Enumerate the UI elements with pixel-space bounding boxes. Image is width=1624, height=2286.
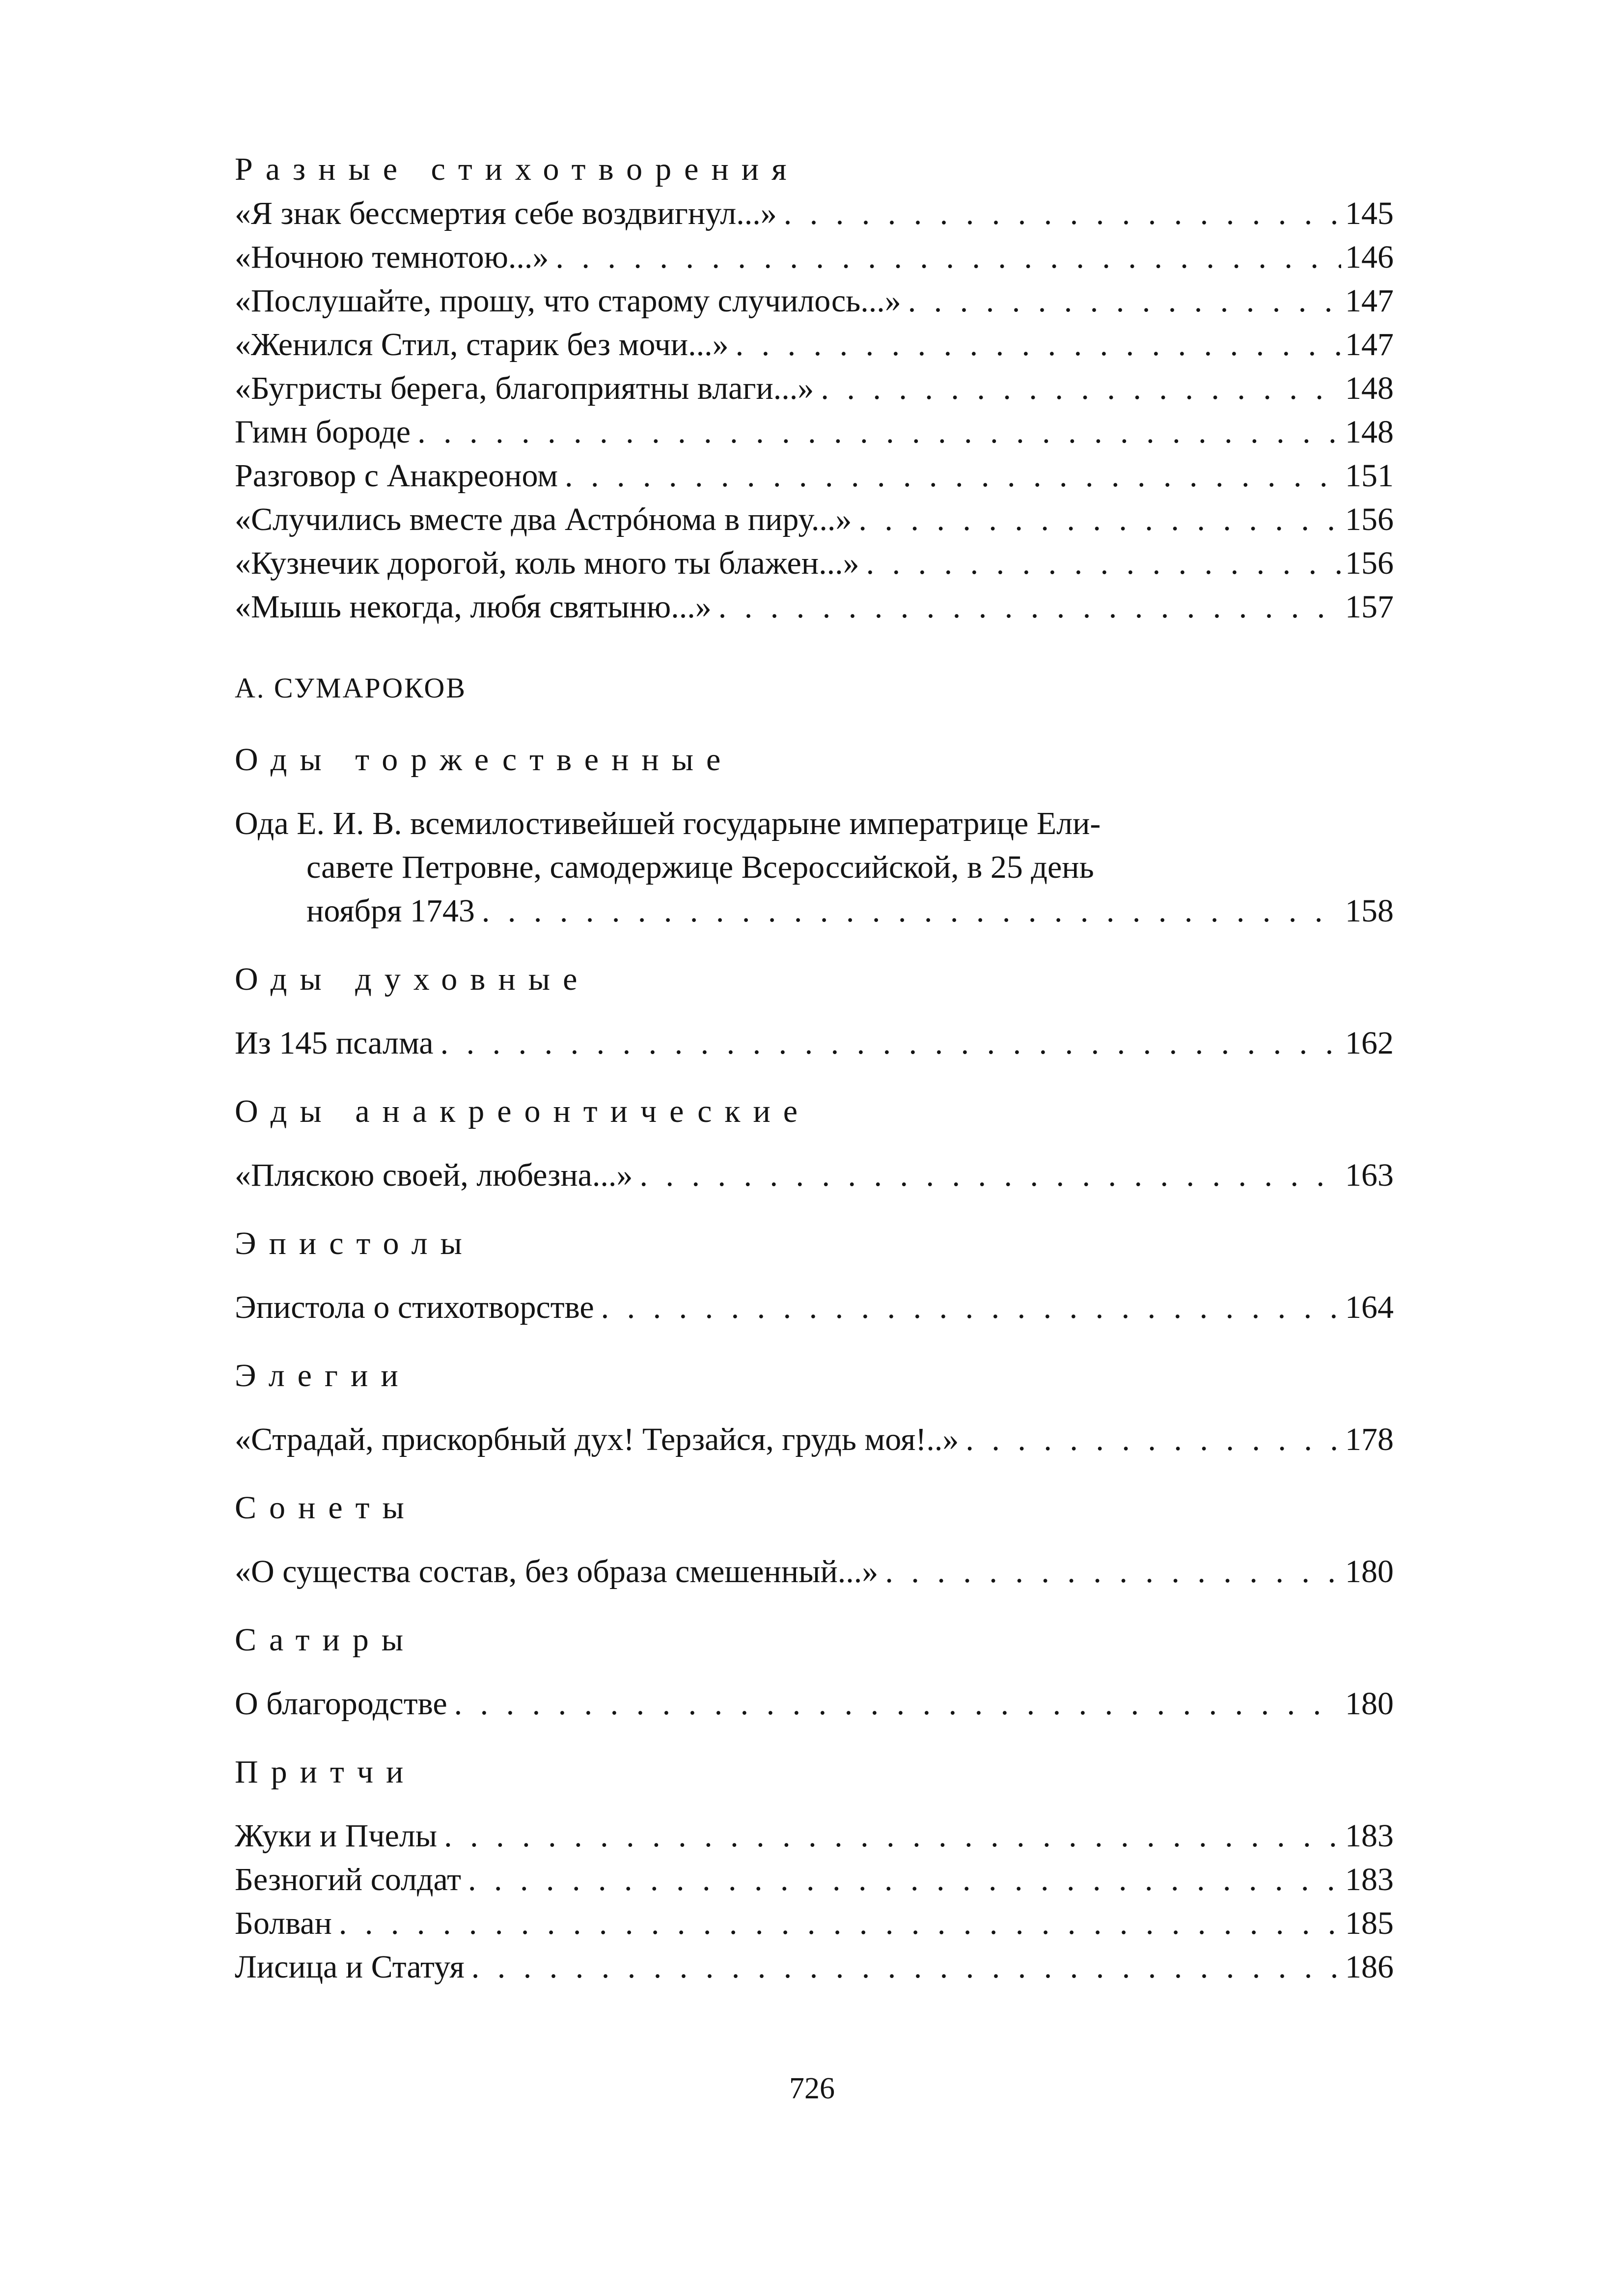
entry-page: 186 — [1345, 1949, 1394, 1985]
toc-entry — [235, 454, 1394, 498]
entry-title-line: Ода Е. И. В. всемилостивейшей государыне императрице Ели- — [235, 806, 1101, 841]
toc-entry — [235, 1945, 1394, 1989]
section-heading-elegii: Элегии — [235, 1358, 411, 1394]
entry-title-line: савете Петровне, самодержице Всероссийской, в 25 день — [306, 849, 1094, 885]
toc-entry — [235, 410, 1394, 454]
section-heading-raznye: Разные стихотворения — [235, 151, 799, 187]
toc-entry — [235, 889, 1394, 933]
dot-leader — [417, 410, 1341, 454]
toc-entry — [235, 1153, 1394, 1197]
dot-leader — [555, 235, 1341, 279]
toc-entry-multiline — [235, 802, 1394, 933]
section-heading-ody-anakreonticheskie: Оды анакреонтические — [235, 1093, 811, 1129]
entry-title: «Мышь некогда, любя святыню...» — [235, 589, 712, 625]
toc-entry — [235, 1550, 1394, 1593]
author-heading: А. СУМАРОКОВ — [235, 672, 467, 704]
dot-leader — [601, 1285, 1341, 1329]
toc-entry — [235, 323, 1394, 366]
section-raznye-entries — [235, 192, 1394, 629]
entry-title: «Страдай, прискорбный дух! Терзайся, грудь моя!..» — [235, 1422, 959, 1457]
entry-page: 158 — [1345, 893, 1394, 929]
entry-page: 163 — [1345, 1157, 1394, 1193]
toc-entry — [235, 1418, 1394, 1461]
section-entries — [235, 1550, 1394, 1593]
section-heading-satiry: Сатиры — [235, 1622, 416, 1658]
entry-title: Из 145 псалма — [235, 1025, 434, 1061]
entry-title: «Женился Стил, старик без мочи...» — [235, 327, 729, 362]
section-heading-epistoly: Эпистолы — [235, 1226, 475, 1261]
entry-title: ноября 1743 — [306, 893, 475, 929]
entry-title: Эпистола о стихотворстве — [235, 1289, 594, 1325]
dot-leader — [339, 1901, 1341, 1945]
entry-page: 156 — [1345, 502, 1394, 537]
toc-entry — [235, 1021, 1394, 1065]
entry-page: 183 — [1345, 1818, 1394, 1854]
entry-title: Жуки и Пчелы — [235, 1818, 438, 1854]
dot-leader — [784, 192, 1341, 235]
toc-entry — [235, 498, 1394, 541]
dot-leader — [885, 1550, 1341, 1593]
entry-page: 164 — [1345, 1289, 1394, 1325]
section-heading-ody-torzhestvennye: Оды торжественные — [235, 742, 734, 778]
entry-page: 145 — [1345, 195, 1394, 231]
entry-title: О благородстве — [235, 1686, 447, 1722]
entry-title: «О существа состав, без образа смешенный...» — [235, 1554, 879, 1589]
entry-title: Болван — [235, 1905, 332, 1941]
entry-title: Разговор с Анакреоном — [235, 458, 558, 494]
dot-leader — [908, 279, 1341, 323]
entry-title: «Послушайте, прошу, что старому случилось...» — [235, 283, 901, 319]
entry-page: 151 — [1345, 458, 1394, 494]
dot-leader — [965, 1418, 1341, 1461]
page-number: 726 — [789, 2072, 835, 2105]
dot-leader — [471, 1945, 1341, 1989]
dot-leader — [468, 1858, 1341, 1901]
entry-title: Гимн бороде — [235, 414, 411, 450]
section-heading-sonety: Сонеты — [235, 1490, 417, 1526]
toc-entry — [235, 1901, 1394, 1945]
dot-leader — [444, 1814, 1341, 1858]
dot-leader — [440, 1021, 1341, 1065]
toc-entry — [235, 541, 1394, 585]
section-entries — [235, 1682, 1394, 1726]
section-entries — [235, 1285, 1394, 1329]
entry-title: «Ночною темнотою...» — [235, 239, 549, 275]
toc-entry — [235, 1814, 1394, 1858]
entry-page: 162 — [1345, 1025, 1394, 1061]
entry-page: 178 — [1345, 1422, 1394, 1457]
section-entries — [235, 1021, 1394, 1065]
dot-leader — [821, 366, 1341, 410]
section-entries — [235, 1814, 1394, 1989]
entry-page: 180 — [1345, 1554, 1394, 1589]
section-heading-ody-dukhovnye: Оды духовные — [235, 961, 590, 997]
dot-leader — [565, 454, 1341, 498]
dot-leader — [858, 498, 1341, 541]
dot-leader — [736, 323, 1341, 366]
entry-page: 147 — [1345, 327, 1394, 362]
toc-entry — [235, 1285, 1394, 1329]
entry-title: «Случились вместе два Астрóнома в пиру...» — [235, 502, 852, 537]
entry-title: «Пляскою своей, любезна...» — [235, 1157, 633, 1193]
toc-entry — [235, 1682, 1394, 1726]
toc-entry — [235, 585, 1394, 629]
entry-title: Лисица и Статуя — [235, 1949, 465, 1985]
section-entries — [235, 1418, 1394, 1461]
entry-title: «Кузнечик дорогой, коль много ты блажен...» — [235, 545, 859, 581]
entry-page: 183 — [1345, 1862, 1394, 1897]
entry-page: 180 — [1345, 1686, 1394, 1722]
table-of-contents — [235, 147, 1394, 1989]
entry-page: 156 — [1345, 545, 1394, 581]
entry-page: 147 — [1345, 283, 1394, 319]
dot-leader — [639, 1153, 1341, 1197]
entry-page: 148 — [1345, 370, 1394, 406]
entry-title: Безногий солдат — [235, 1862, 461, 1897]
toc-entry — [235, 192, 1394, 235]
entry-title: «Я знак бессмертия себе воздвигнул...» — [235, 195, 777, 231]
entry-page: 185 — [1345, 1905, 1394, 1941]
entry-title: «Бугристы берега, благоприятны влаги...» — [235, 370, 814, 406]
entry-page: 157 — [1345, 589, 1394, 625]
toc-entry — [235, 235, 1394, 279]
dot-leader — [454, 1682, 1341, 1726]
dot-leader — [718, 585, 1341, 629]
dot-leader — [866, 541, 1341, 585]
toc-entry — [235, 1858, 1394, 1901]
entry-page: 148 — [1345, 414, 1394, 450]
entry-page: 146 — [1345, 239, 1394, 275]
dot-leader — [482, 889, 1341, 933]
section-heading-pritchi: Притчи — [235, 1754, 416, 1790]
toc-entry — [235, 366, 1394, 410]
section-entries — [235, 1153, 1394, 1197]
toc-entry — [235, 279, 1394, 323]
